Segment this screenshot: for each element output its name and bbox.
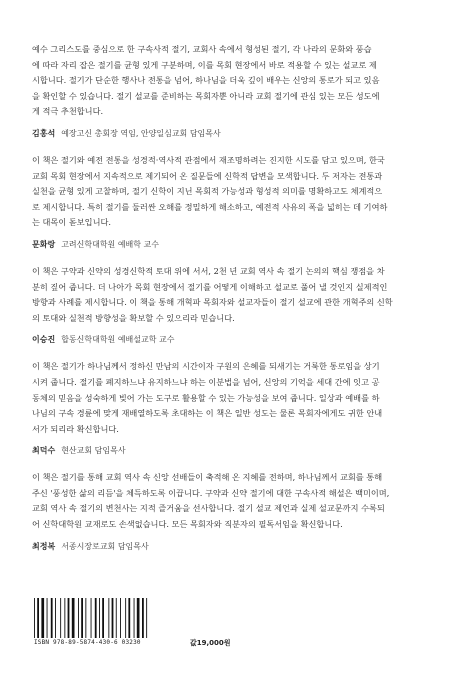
barcode-bar [128, 598, 130, 638]
barcode-bar [41, 598, 44, 638]
endorser-name: 김홍석 [32, 128, 56, 138]
endorser [32, 334, 440, 345]
barcode-bar [64, 598, 65, 638]
endorsement-line: 이 책은 절기가 하나님께서 정하신 만남의 시간이자 구원의 은혜를 되새기는 거룩한 통로임을 상기 [32, 361, 380, 372]
endorsement-line: 로 제시합니다. 특히 절기를 둘러싼 오해를 정밀하게 해소하고, 예전적 사유의 폭을 넓히는 데 기여하 [32, 201, 388, 212]
endorser-name: 문화랑 [32, 239, 56, 249]
endorsement-line: 주신 '풍성한 삶의 리듬'을 체득하도록 이끕니다. 구약과 신약 절기에 대한 구속사적 해설은 백미이며, [32, 487, 390, 498]
endorser [32, 128, 440, 139]
endorsement-text [32, 470, 440, 532]
endorsement-text [32, 42, 440, 120]
endorsement-line: 시켜 줍니다. 절기를 폐지하느냐 유지하느냐 하는 이분법을 넘어, 신앙의 기억을 세대 간에 잇고 공 [32, 376, 380, 387]
endorsement-line: 에 따라 자리 잡은 절기를 균형 있게 구분하며, 이를 목회 현장에서 바로 적용할 수 있는 설교로 제 [32, 59, 377, 70]
endorser-name: 최정복 [32, 541, 56, 551]
endorser [32, 541, 440, 552]
endorsement-line: 게 적극 추천합니다. [32, 106, 104, 117]
barcode-bar [112, 598, 114, 638]
endorser-role: 합동신학대학원 예배설교학 교수 [61, 335, 175, 345]
barcode-bar [99, 598, 100, 638]
barcode-bar [85, 598, 86, 638]
barcode-bar [47, 598, 48, 638]
endorser-role: 서종시장로교회 담임목사 [61, 541, 149, 551]
endorsement-line: 교회 역사 속 절기의 변천사는 지적 즐거움을 선사합니다. 절기 설교 제언과 실제 설교문까지 수록되 [32, 503, 385, 514]
endorsement-line: 서가 되리라 확신합니다. [32, 423, 119, 434]
barcode-bar [120, 598, 121, 638]
endorsement-text [32, 153, 440, 231]
barcode-bar [134, 598, 135, 638]
barcode-bar [95, 598, 97, 638]
barcode-bar [72, 598, 75, 638]
price-label: 값19,000원 [190, 639, 231, 647]
isbn-barcode [32, 598, 182, 638]
endorser-role: 고려신학대학원 예배학 교수 [61, 239, 160, 249]
barcode-bar [51, 598, 53, 638]
isbn-number: ISBN 978-89-5874-430-6 03230 [34, 639, 141, 646]
barcode-bar [116, 598, 117, 638]
endorsements [32, 42, 440, 566]
endorsement-line: 예수 그리스도를 중심으로 한 구속사적 절기, 교회사 속에서 형성된 절기, 각 나라의 문화와 풍습 [32, 44, 372, 54]
barcode-bar [34, 598, 35, 638]
endorsement-line: 분히 짚어 줍니다. 더 나아가 목회 현장에서 절기를 어떻게 이해하고 설교로 풀어 낼 것인지 실제적인 [32, 281, 388, 292]
endorsement-line: 이 책은 구약과 신약의 성경신학적 토대 위에 서서, 2천 년 교회 역사 속 절기 논의의 핵심 쟁점을 차 [32, 265, 385, 276]
endorser [32, 239, 440, 250]
endorsement-line: 는 대목이 돋보입니다. [32, 217, 111, 228]
endorsement-line: 이 책은 절기와 예전 전통을 성경적·역사적 관점에서 재조명하려는 진지한 시도를 담고 있으며, 한국 [32, 154, 385, 165]
endorser-role: 예장고신 총회장 역임, 안양일심교회 담임목사 [61, 128, 221, 138]
endorsement-line: 방향과 사례를 제시합니다. 이 책을 통해 개혁파 목회자와 설교자들이 절기 설교에 관한 개혁주의 신학 [32, 297, 393, 308]
barcode-bar [55, 598, 56, 638]
endorsement-line: 을 확인할 수 있습니다. 절기 설교를 준비하는 목회자뿐 아니라 교회 절기에 관심 있는 모든 성도에 [32, 90, 380, 101]
barcode-bar [91, 598, 92, 638]
endorsement-text [32, 264, 440, 326]
barcode-bar [78, 598, 79, 638]
endorser-role: 현산교회 담임목사 [61, 446, 126, 456]
endorsement-line: 교회 목회 현장에서 지속적으로 제기되어 온 질문들에 신학적 답변을 모색합니다. 두 저자는 전통과 [32, 170, 383, 181]
barcode-bar [37, 598, 39, 638]
barcode-block [32, 598, 232, 652]
endorsement-line: 시합니다. 절기가 단순한 행사나 전통을 넘어, 하나님을 더욱 깊이 배우는 신앙의 통로가 되고 있음 [32, 75, 380, 86]
endorsement-line: 이 책은 절기를 통해 교회 역사 속 신앙 선배들이 축적해 온 지혜를 전하며, 하나님께서 교회를 통해 [32, 472, 383, 483]
endorsement-line: 나님의 구속 경륜에 맞게 재배열하도록 초대하는 이 책은 일반 성도는 물론 목회자에게도 귀한 안내 [32, 408, 383, 419]
endorsement-line: 실천을 균형 있게 고찰하며, 절기 신학이 지닌 목회적 가능성과 형성적 의미를 명확하고도 체계적으 [32, 186, 383, 197]
barcode-bar [137, 598, 140, 638]
endorsement-text [32, 359, 440, 437]
barcode-bar [102, 598, 104, 638]
barcode-bar [68, 598, 70, 638]
endorser [32, 445, 440, 456]
barcode-bar [60, 598, 61, 638]
barcode-bar [142, 598, 144, 638]
barcode-bar [125, 598, 126, 638]
endorsement-line: 의 토대와 실천적 방향성을 확보할 수 있으리라 믿습니다. [32, 312, 235, 323]
endorsement-line: 어 신학대학원 교재로도 손색없습니다. 모든 목회자와 직분자의 필독서임을 확신합니다. [32, 519, 343, 530]
endorser-name: 최덕수 [32, 446, 56, 456]
endorser-name: 이승진 [32, 335, 56, 345]
barcode-bar [108, 598, 109, 638]
barcode-bar [81, 598, 83, 638]
barcode-bar [146, 598, 147, 638]
endorsement-line: 동체의 믿음을 성숙하게 빚어 가는 도구로 활용할 수 있는 가능성을 보여 줍니다. 일상과 예배를 하 [32, 392, 380, 403]
